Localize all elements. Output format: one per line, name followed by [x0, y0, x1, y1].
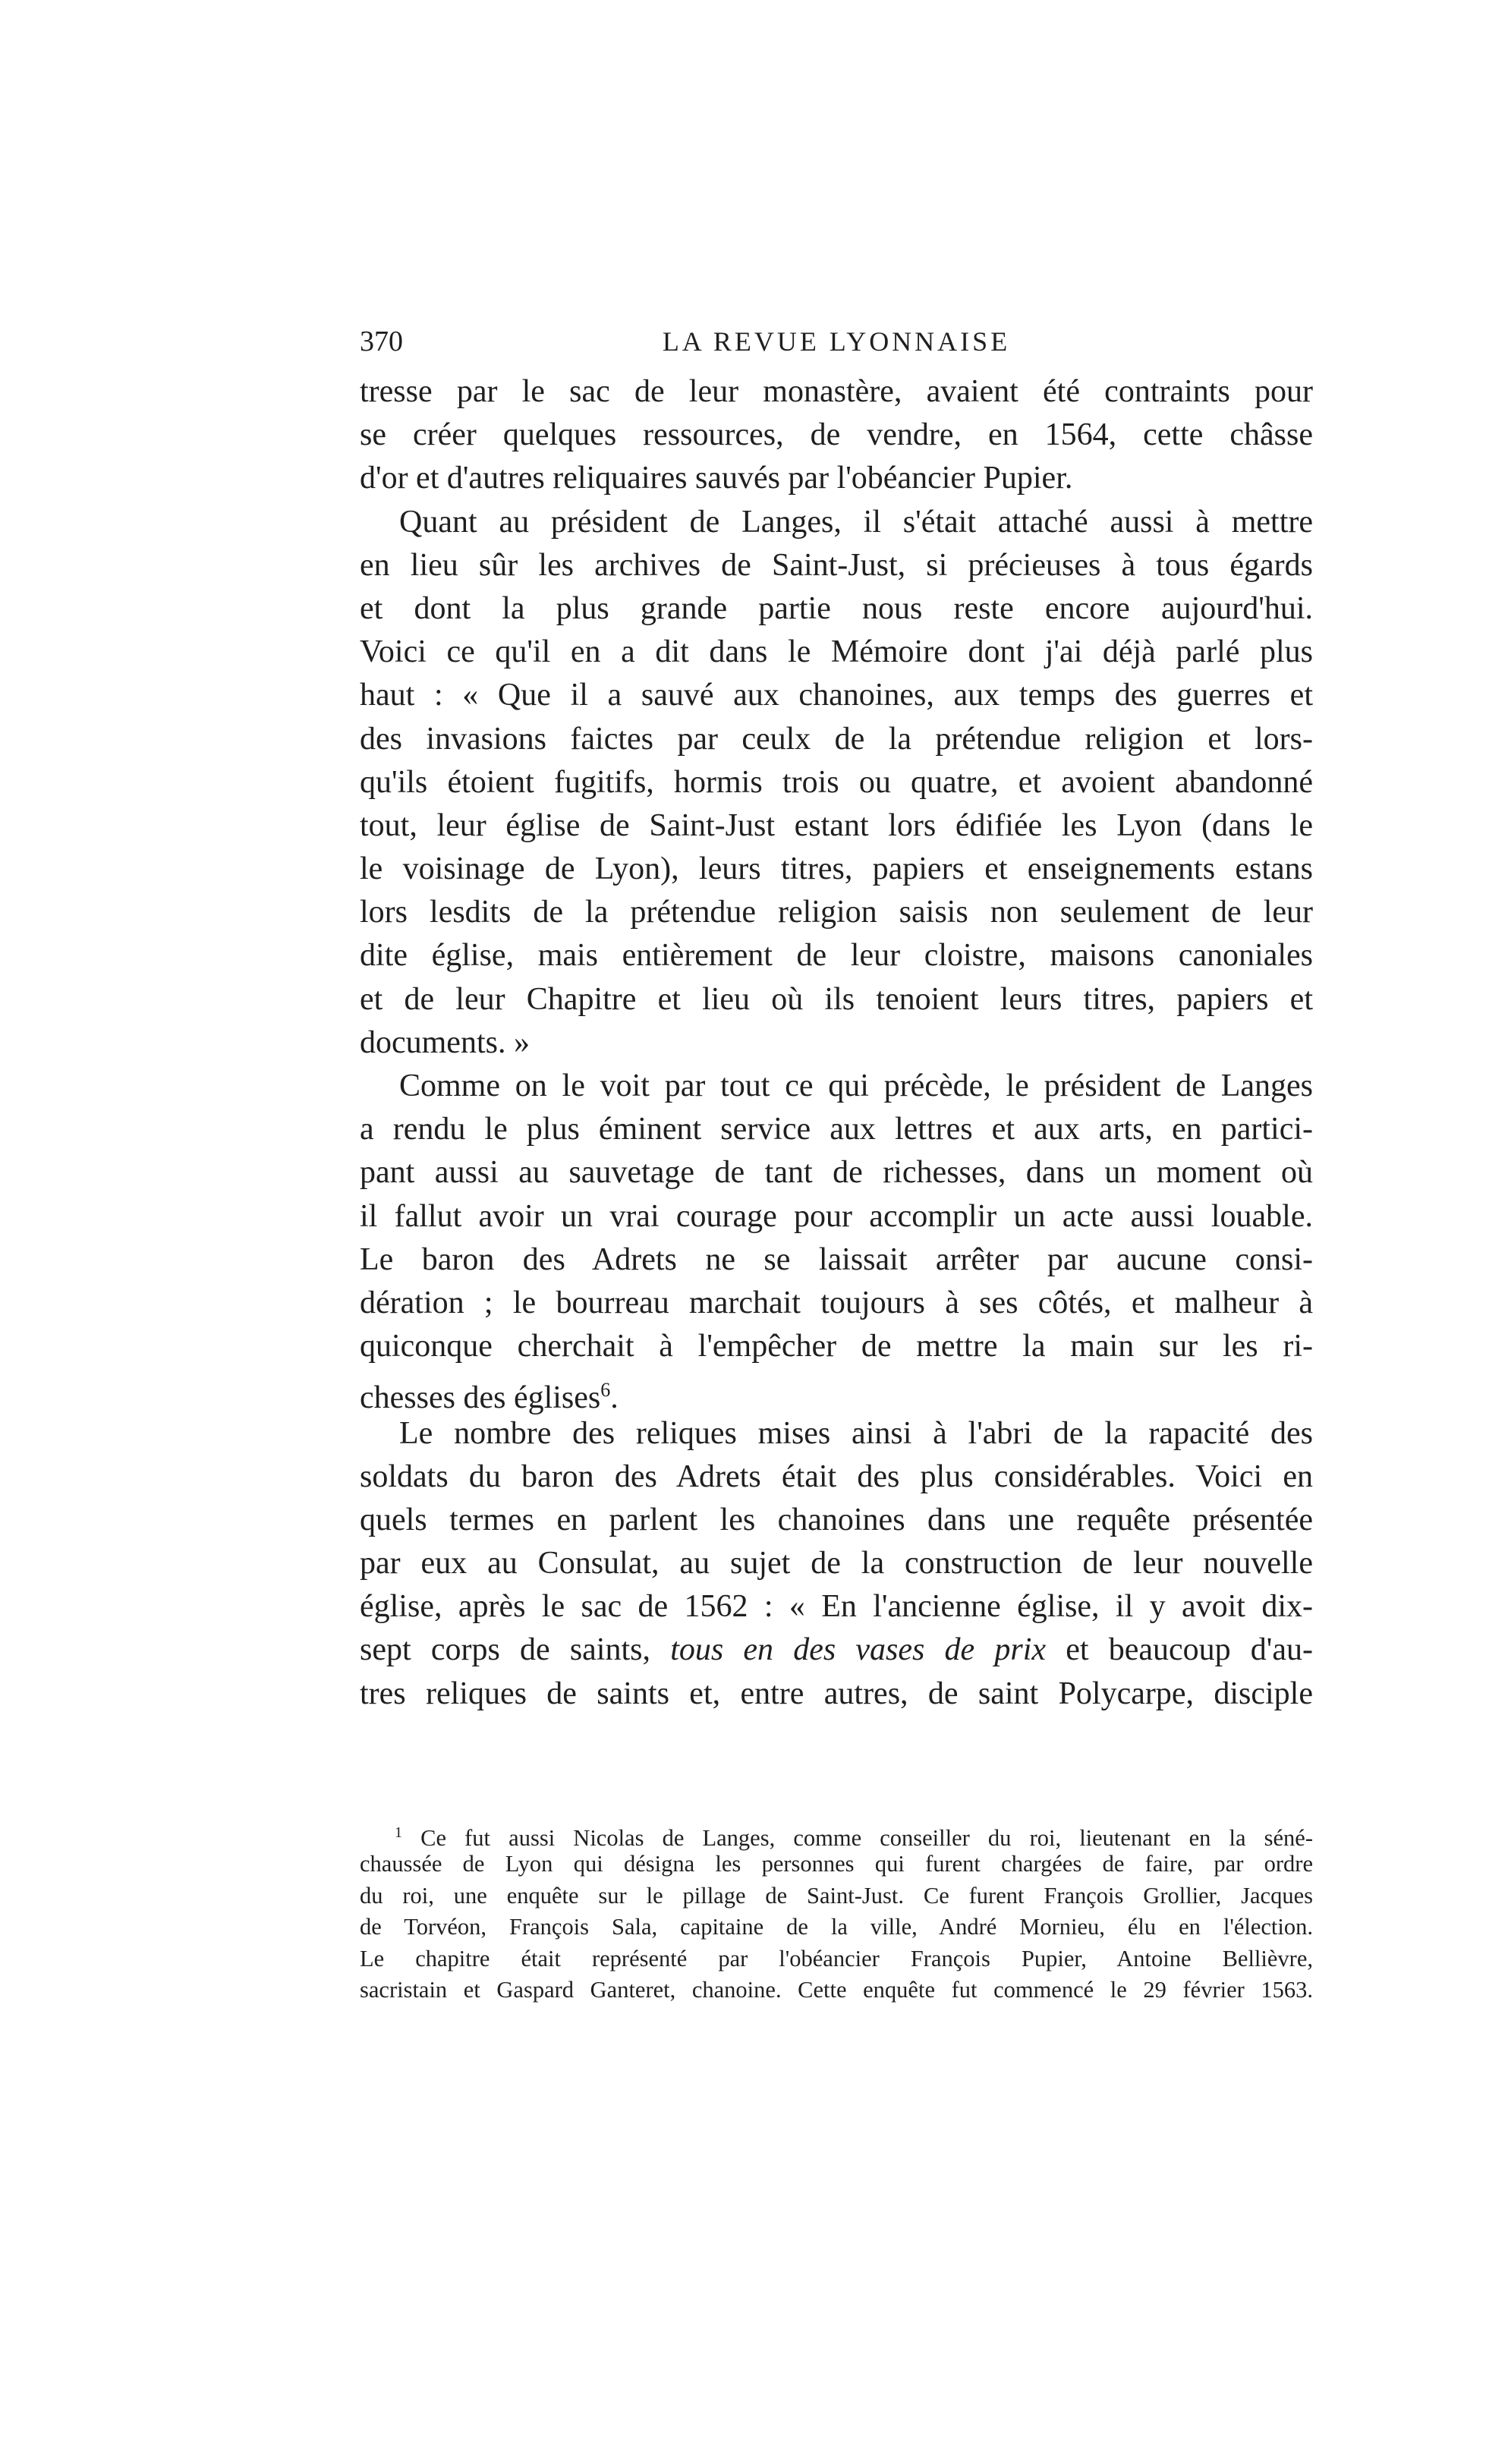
- text-line: documents. »: [360, 1024, 530, 1060]
- text-line: le voisinage de Lyon), leurs titres, papiers et enseignements estans: [360, 851, 1313, 887]
- text-line: par eux au Consulat, au sujet de la construction de leur nouvelle: [360, 1546, 1313, 1581]
- text-line: et de leur Chapitre et lieu où ils tenoient leurs titres, papiers et: [360, 981, 1313, 1017]
- running-title: LA REVUE LYONNAISE: [662, 326, 1011, 357]
- text-line: a rendu le plus éminent service aux lettres et aux arts, en partici-: [360, 1112, 1313, 1147]
- text-line: Le nombre des reliques mises ainsi à l'abri de la rapacité des: [399, 1415, 1313, 1451]
- text-line: se créer quelques ressources, de vendre, en 1564, cette châsse: [360, 417, 1313, 453]
- text-line: Voici ce qu'il en a dit dans le Mémoire dont j'ai déjà parlé plus: [360, 634, 1313, 670]
- footnote-line: de Torvéon, François Sala, capitaine de la ville, André Mornieu, élu en l'élection.: [360, 1914, 1313, 1940]
- text-line: Comme on le voit par tout ce qui précède, le président de Langes: [399, 1068, 1313, 1103]
- footnote-line: du roi, une enquête sur le pillage de Saint-Just. Ce furent François Grollier, Jacques: [360, 1882, 1313, 1909]
- text-line-segment: et beaucoup d'au-: [1066, 1632, 1313, 1668]
- footnote-line: Le chapitre était représenté par l'obéancier François Pupier, Antoine Bellièvre,: [360, 1945, 1313, 1972]
- text-line: tout, leur église de Saint-Just estant lors édifiée les Lyon (dans le: [360, 807, 1313, 843]
- body-text: [360, 370, 1313, 1716]
- footnotes: [360, 1817, 1313, 2006]
- text-line: soldats du baron des Adrets était des plus considérables. Voici en: [360, 1459, 1313, 1494]
- footnote-line: [360, 1817, 1313, 1852]
- text-line: tres reliques de saints et, entre autres, de saint Polycarpe, disciple: [360, 1676, 1313, 1711]
- italic-phrase: tous en des vases de prix: [670, 1632, 1047, 1668]
- footnote-marker: 1: [395, 1824, 402, 1841]
- text-line: lors lesdits de la prétendue religion saisis non seulement de leur: [360, 895, 1313, 930]
- text-line: Le baron des Adrets ne se laissait arrêter par aucune consi-: [360, 1241, 1313, 1277]
- text-line: et dont la plus grande partie nous reste encore aujourd'hui.: [360, 590, 1313, 626]
- text-line: qu'ils étoient fugitifs, hormis trois ou quatre, et avoient abandonné: [360, 764, 1313, 800]
- text-line: église, après le sac de 1562 : « En l'ancienne église, il y avoit dix-: [360, 1589, 1313, 1625]
- text-line: [360, 1368, 1313, 1416]
- text-line: dération ; le bourreau marchait toujours à ses côtés, et malheur à: [360, 1285, 1313, 1320]
- text-line: Quant au président de Langes, il s'était attaché aussi à mettre: [399, 504, 1313, 540]
- text-line-segment: sept corps de saints,: [360, 1632, 650, 1668]
- footnote-reference: 6: [600, 1379, 611, 1402]
- page-header: [360, 319, 1313, 364]
- text-line: dite église, mais entièrement de leur cloistre, maisons canoniales: [360, 938, 1313, 974]
- text-line: il fallut avoir un vrai courage pour accomplir un acte aussi louable.: [360, 1198, 1313, 1234]
- footnote-line: chaussée de Lyon qui désigna les personnes qui furent chargées de faire, par ordre: [360, 1851, 1313, 1877]
- text-line: en lieu sûr les archives de Saint-Just, si précieuses à tous égards: [360, 547, 1313, 583]
- text-line: quels termes en parlent les chanoines dans une requête présentée: [360, 1502, 1313, 1537]
- text-line: des invasions faictes par ceulx de la prétendue religion et lors-: [360, 721, 1313, 757]
- text-line: tresse par le sac de leur monastère, avaient été contraints pour: [360, 374, 1313, 409]
- footnote-text: Ce fut aussi Nicolas de Langes, comme conseiller du roi, lieutenant en la séné-: [420, 1825, 1313, 1852]
- text-line-segment: chesses des églises: [360, 1380, 601, 1416]
- text-line: haut : « Que il a sauvé aux chanoines, aux temps des guerres et: [360, 678, 1313, 713]
- text-line: quiconque cherchait à l'empêcher de mettre la main sur les ri-: [360, 1329, 1313, 1364]
- footnote-line: sacristain et Gaspard Ganteret, chanoine. Cette enquête fut commencé le 29 février 1563.: [360, 1976, 1313, 2003]
- text-line: d'or et d'autres reliquaires sauvés par l'obéancier Pupier.: [360, 461, 1073, 496]
- text-line: pant aussi au sauvetage de tant de richesses, dans un moment où: [360, 1155, 1313, 1191]
- period: .: [610, 1380, 619, 1416]
- text-line: [360, 1629, 1313, 1672]
- page-number: 370: [360, 326, 403, 357]
